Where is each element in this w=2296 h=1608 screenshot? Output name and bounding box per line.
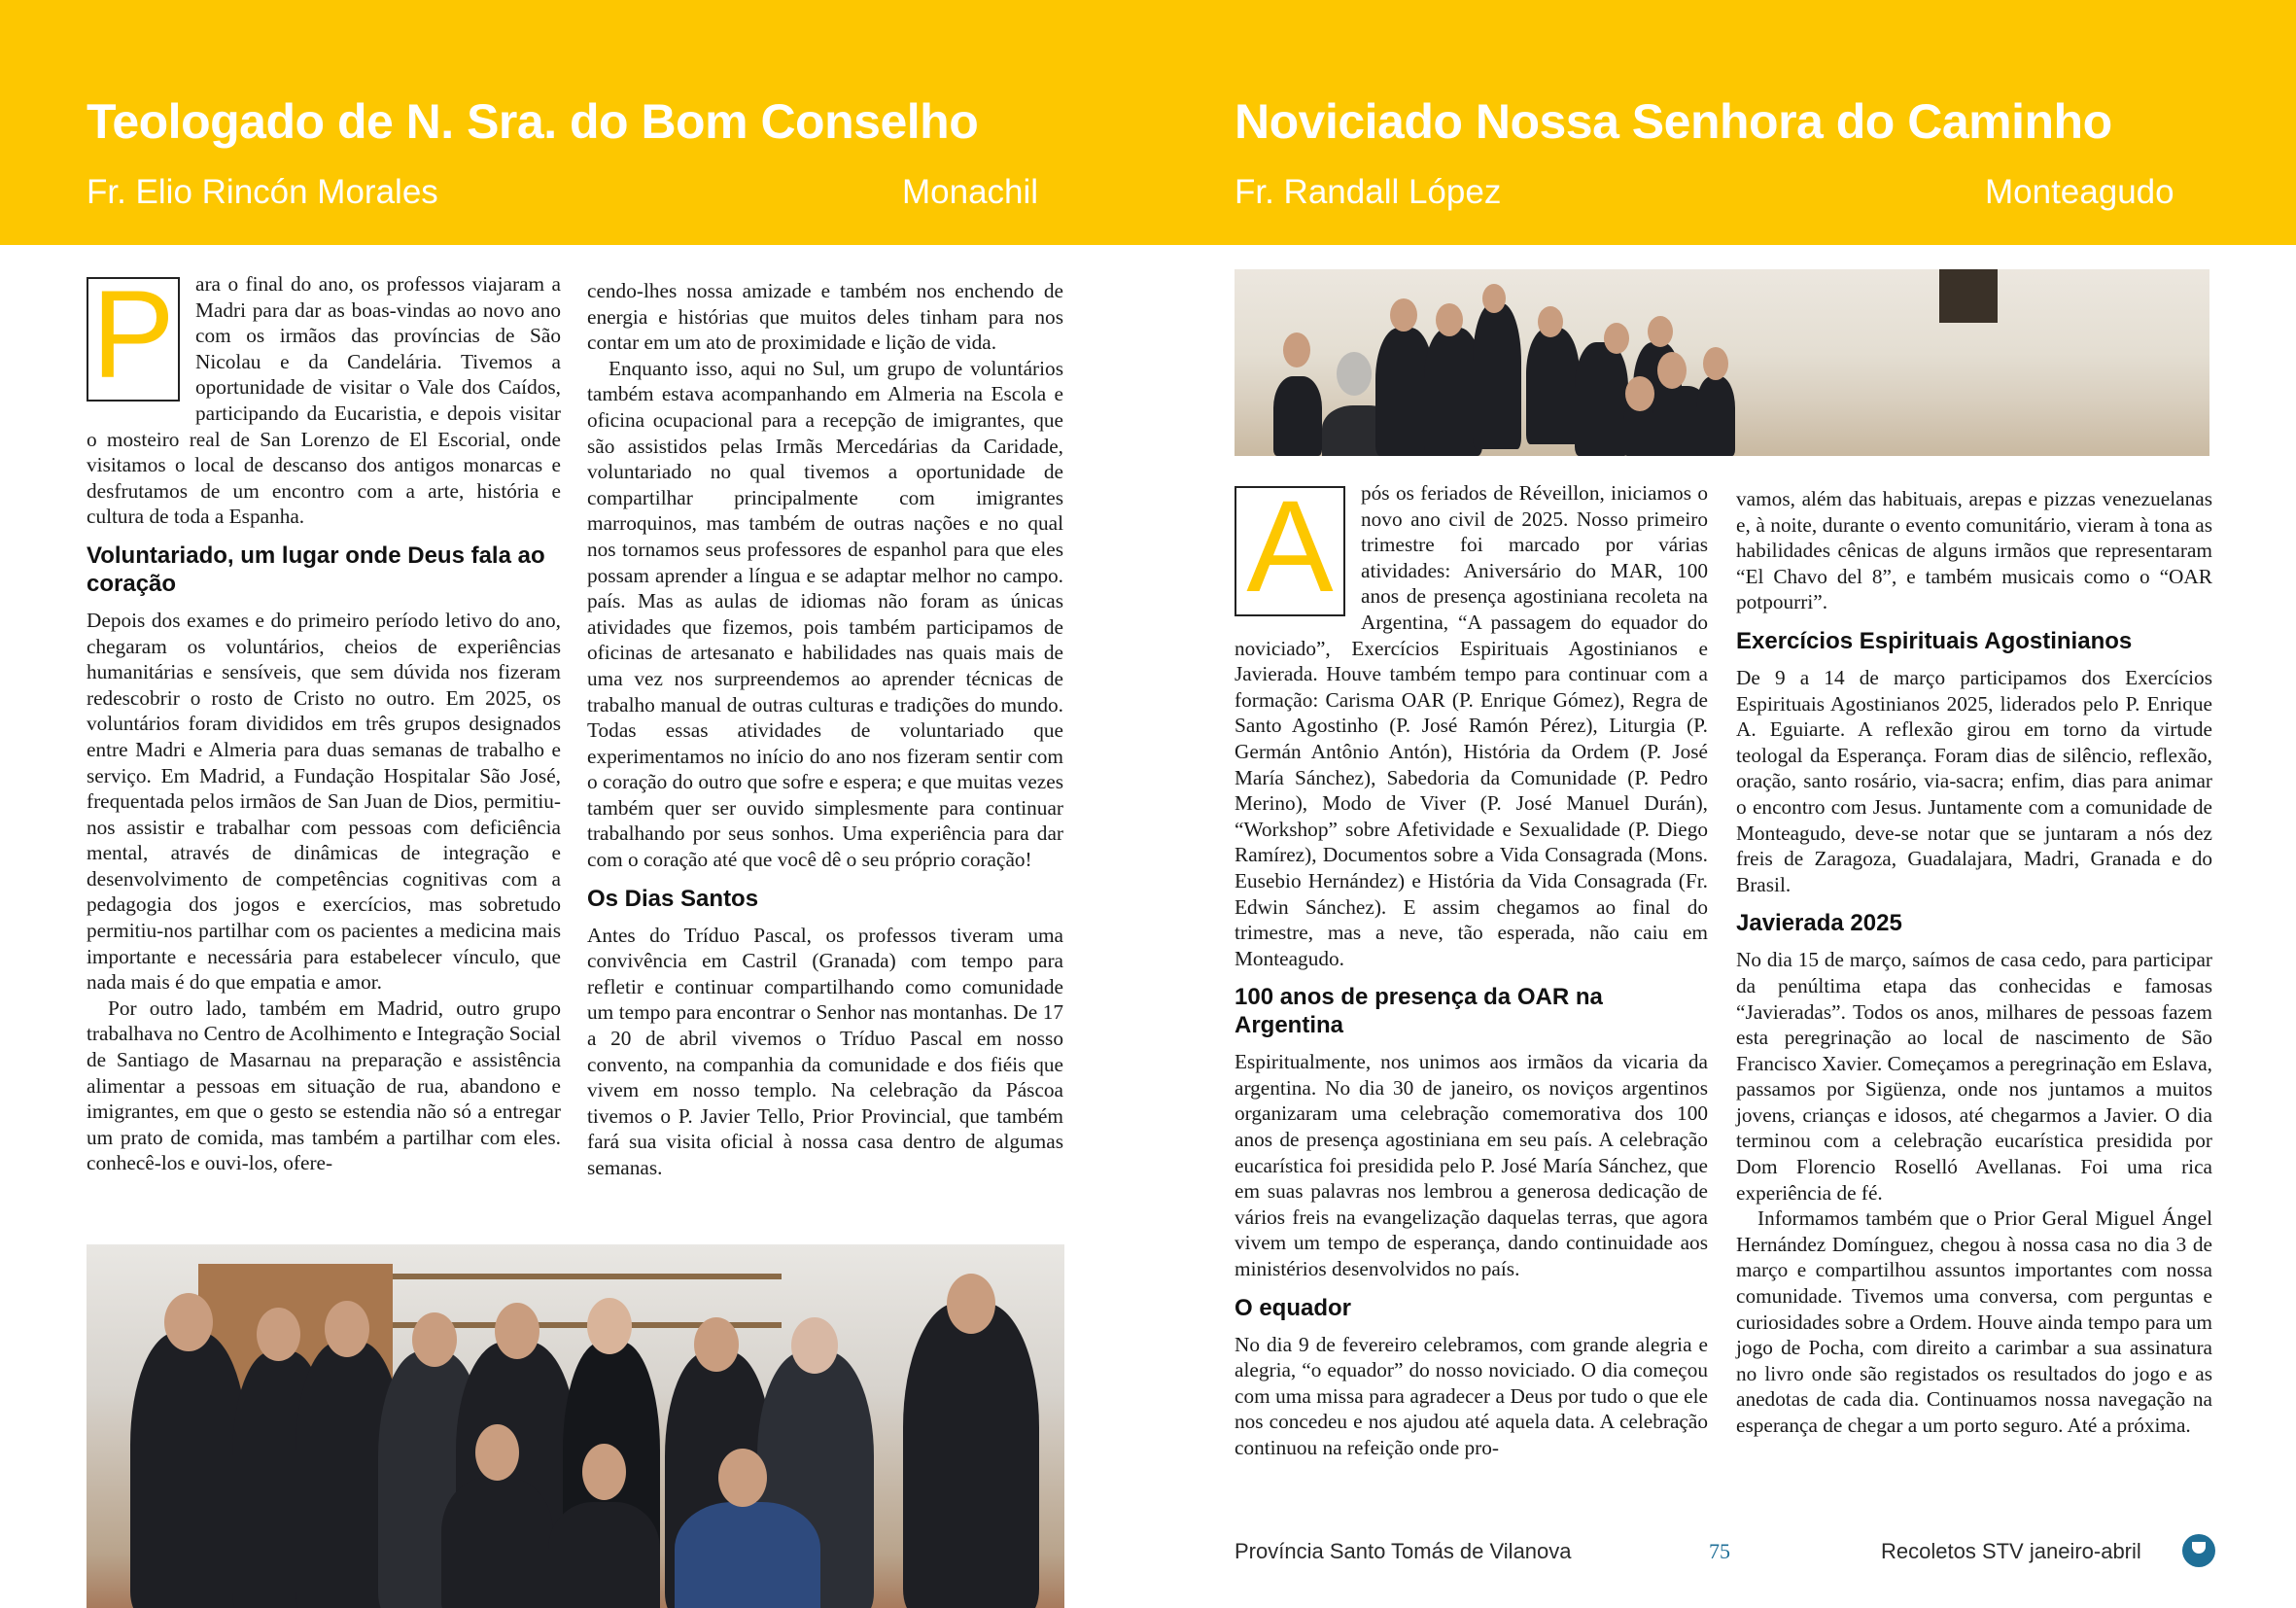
person-kneeling: [441, 1478, 553, 1608]
body-paragraph: vamos, além das habituais, arepas e pizzas venezuelanas e, à noite, durante o evento comunitário, vieram à tona as habilidades cênicas de alguns irmãos que representaram “El Chavo del 8”, e também musicais como o “OAR potpourri”.: [1736, 487, 2212, 614]
person: [130, 1332, 247, 1608]
body-paragraph: Enquanto isso, aqui no Sul, um grupo de voluntários também estava acompanhando em Almeria na Escola e oficina ocupacional para a recepção de imigrantes, que são assistidos pelas Irmãs Mercedárias da Caridade, voluntariado no qual tivemos a oportunidade de compartilhar principalmente com imigrantes marroquinos, mas também de outras nações e no qual nos tornamos seus professores de espanhol para que eles possam aprender a língua e se adaptar melhor no campo. país. Mas as aulas de idiomas não foram as únicas atividades que fizemos, pois também participamos de oficinas de artesanato e habilidades nas quais mais de uma vez nos surpreendemos ao aprender técnicas de trabalho manual de outras culturas e tradições do mundo. Todas essas atividades de voluntariado que experimentamos no início do ano nos fizeram sentir com o coração do outro que sofre e espera; e que muitas vezes também quer ser ouvido simplesmente para continuar trabalhando por seus sonhos. Uma experiência para dar com o coração até que você dê o seu próprio coração!: [587, 356, 1063, 872]
face: [1337, 352, 1372, 396]
section-heading-voluntariado: Voluntariado, um lugar onde Deus fala ao coração: [87, 542, 545, 597]
face: [694, 1317, 739, 1372]
body-paragraph: No dia 15 de março, saímos de casa cedo, para participar da penúltima etapa das conhecidas e famosas “Javieradas”. Todos os anos, milhares de pessoas fazem esta peregrinação ao local de nascimento de São Francisco Xavier. Começamos a peregrinação em Eslava, passamos por Sigüenza, onde nos juntamos a muitos jovens, crianças e idosos, até chegarmos a Javier. O dia terminou com a celebração eucarística presidida por Dom Florencio Roselló Avellanas. Foi uma rica experiência de fé.: [1736, 948, 2212, 1205]
person: [1273, 376, 1322, 456]
body-paragraph: Antes do Tríduo Pascal, os professos tiveram uma convivência em Castril (Granada) com tempo para refletir e continuar compartilhando como comunidade um tempo para encontrar o Senhor nas montanhas. De 17 a 20 de abril vivemos o Tríduo Pascal em nosso convento, na companhia da comunidade e dos fiéis que vivem em nosso templo. Na celebração da Páscoa tivemos o P. Javier Tello, Prior Provincial, que também fará sua visita oficial à nossa casa dentro de algumas semanas.: [587, 923, 1063, 1179]
person-kneeling: [548, 1502, 660, 1608]
face: [495, 1303, 539, 1359]
right-page-title: Noviciado Nossa Senhora do Caminho: [1235, 94, 2112, 149]
group-photo-friars-seated-circle: [1235, 269, 2209, 456]
left-page-title: Teologado de N. Sra. do Bom Conselho: [87, 94, 979, 149]
face: [1648, 316, 1673, 347]
bookshelf: [393, 1274, 782, 1279]
section-heading-dias-santos: Os Dias Santos: [587, 885, 759, 912]
footer-publication: Recoletos STV janeiro-abril: [1881, 1539, 2141, 1563]
person: [1473, 303, 1521, 449]
face: [412, 1312, 457, 1367]
section-heading-javierada: Javierada 2025: [1736, 910, 1902, 937]
face: [257, 1308, 300, 1361]
face: [1538, 306, 1563, 337]
body-paragraph: Por outro lado, também em Madrid, outro grupo trabalhava no Centro de Acolhimento e Integração Social de Santiago de Masarnau na preparação e assistência alimentar a pessoas em situação de rua, abandono e imigrantes, em que o gesto se estendia não só a entregar um prato de comida, mas também a partilhar com eles. conhecê-los e ouvi-los, ofere-: [87, 996, 561, 1175]
person: [1526, 328, 1580, 444]
body-paragraph: cendo-lhes nossa amizade e também nos enchendo de energia e histórias que muitos deles tinham para nos contar em um ato de proximidade e lição de vida.: [587, 279, 1063, 355]
intro-paragraph: pós os feriados de Réveillon, iniciamos o novo ano civil de 2025. Nosso primeiro trimestre foi marcado por várias atividades: Aniversário do MAR, 100 anos de presença agostiniana recoleta na Argentina, “A passagem do equador do noviciado”, Exercícios Espirituais Agostinianos e Javierada. Houve também tempo para continuar com a formação: Carisma OAR (P. Enrique Gómez), Regra de Santo Agostinho (P. José Ramón Pérez), Liturgia (P. Germán Antônio Antón), História da Ordem (P. José María Sánchez), Sabedoria da Comunidade (P. Pedro Merino), Modo de Viver (P. José Manuel Durán), “Workshop” sobre Afetividade e Sexualidade (P. Diego Ramírez), Documentos sobre a Vida Consagrada (Mons. Eusebio Hernández) e História da Vida Consagrada (Fr. Edwin Sánchez). E assim chegamos ao final do trimestre, mas a neve, tão esperada, não caiu em Monteagudo.: [1235, 481, 1708, 970]
intro-paragraph: ara o final do ano, os professos viajaram a Madri para dar as boas-vindas ao novo ano com os irmãos das províncias de São Nicolau e da Candelária. Tivemos a oportunidade de visitar o Vale dos Caídos, participando da Eucaristia, e depois visitar o mosteiro real de San Lorenzo de El Escorial, onde visitamos o local de descanso dos antigos monarcas e desfrutamos de um encontro com a arte, história e cultura de toda a Espanha.: [87, 272, 561, 529]
face: [1390, 298, 1417, 332]
person-kneeling: [675, 1502, 820, 1608]
left-page-location: Monachil: [902, 173, 1039, 211]
body-paragraph: De 9 a 14 de março participamos dos Exercícios Espirituais Agostinianos 2025, liderados pelo P. Enrique A. Eguiarte. A reflexão girou em torno da virtude teologal da Esperança. Foram dias de silêncio, reflexão, oração, santo rosário, via-sacra; enfim, dias para animar o encontro com Jesus. Juntamente com a comunidade de Monteagudo, deve-se notar que se juntaram a nós dez freis de Zaragoza, Guadalajara, Madri, Granada e do Brasil.: [1736, 665, 2212, 896]
dropcap-a: [1235, 474, 1345, 619]
face: [1436, 303, 1463, 336]
dropcap-letter: A: [1246, 474, 1334, 619]
person: [1575, 342, 1628, 456]
wall-plaque: [1939, 269, 1998, 323]
body-paragraph: Informamos também que o Prior Geral Miguel Ángel Hernández Domínguez, chegou à nossa casa no dia 3 de março e compartilhou assuntos importantes com nossa comunidade. Tivemos uma conversa, com perguntas e curiosidades sobre a Ordem. Houve ainda tempo para um jogo de Pocha, com direito a carimbar a sua assinatura no livro onde são registados os resultados do jogo e as anedotas de cada dia. Continuamos nossa navegação na esperança de chegar a um porto seguro. Até a próxima.: [1736, 1206, 2212, 1437]
face: [1482, 284, 1506, 313]
face: [325, 1301, 369, 1357]
section-heading-100-anos: 100 anos de presença da OAR na Argentina: [1235, 984, 1603, 1039]
face: [582, 1444, 626, 1500]
face: [1703, 347, 1728, 380]
person: [903, 1303, 1039, 1608]
face: [1604, 323, 1629, 354]
face: [791, 1317, 838, 1374]
section-heading-equador: O equador: [1235, 1294, 1352, 1321]
face: [587, 1298, 632, 1354]
right-page-column-1: [1235, 474, 1708, 1461]
face: [475, 1424, 519, 1481]
person: [1696, 376, 1735, 456]
face: [1657, 352, 1687, 389]
body-paragraph: Depois dos exames e do primeiro período letivo do ano, chegaram os voluntários, cheios de experiências humanitárias e sensíveis, que sem dúvida nos fizeram redescobrir o rosto de Cristo no outro. Em 2025, os voluntários foram divididos em três grupos designados entre Madri e Almeria para duas semanas de trabalho e serviço. Em Madrid, a Fundação Hospitalar São José, frequentada pelos irmãos de San Juan de Dios, permitiu-nos assistir e trabalhar com pessoas com deficiência mental, através de dinâmicas de integração e desenvolvimento de competências cognitivas com a pedagogia dos jogos e exercícios, mas sobretudo permitiu-nos partilhar com os pacientes a medicina mais importante e necessária para estabelecer vínculo, que nada mais é do que empatia e amor.: [87, 608, 561, 995]
left-page-column-1: [87, 265, 561, 1176]
dropcap-letter: P: [91, 265, 175, 404]
left-page-author: Fr. Elio Rincón Morales: [87, 173, 438, 211]
face: [947, 1274, 995, 1334]
stv-logo-icon: [2182, 1534, 2215, 1567]
footer-province: Província Santo Tomás de Vilanova: [1235, 1539, 1572, 1563]
dropcap-p: [87, 265, 180, 404]
right-page-location: Monteagudo: [1985, 173, 2174, 211]
face: [718, 1449, 767, 1507]
face: [1283, 332, 1310, 367]
group-photo-friars-standing: [87, 1244, 1064, 1608]
section-heading-exercicios: Exercícios Espirituais Agostinianos: [1736, 627, 2133, 654]
body-paragraph: Espiritualmente, nos unimos aos irmãos da vicaria da argentina. No dia 30 de janeiro, os noviços argentinos organizaram uma celebração comemorativa dos 100 anos de presença agostiniana em seu país. A celebração eucarística foi presidida pelo P. José María Sánchez, que em suas palavras nos lembrou a generosa dedicação de vários freis na evangelização daquelas terras, que agora vivem um tempo de esperança, dando continuidade aos ministérios desenvolvidos no país.: [1235, 1050, 1708, 1281]
body-paragraph: No dia 9 de fevereiro celebramos, com grande alegria e alegria, “o equador” do nosso noviciado. O dia começou com uma missa para agradecer a Deus por tudo o que ele nos concedeu e nos ajudou até aquela data. A celebração continuou na refeição onde pro-: [1235, 1332, 1708, 1459]
right-page-column-2: [1736, 486, 2212, 1439]
page-number: 75: [1709, 1539, 1730, 1563]
right-page-author: Fr. Randall López: [1235, 173, 1502, 211]
face: [164, 1293, 213, 1351]
face: [1625, 376, 1654, 411]
left-page-column-2: [587, 278, 1063, 1181]
